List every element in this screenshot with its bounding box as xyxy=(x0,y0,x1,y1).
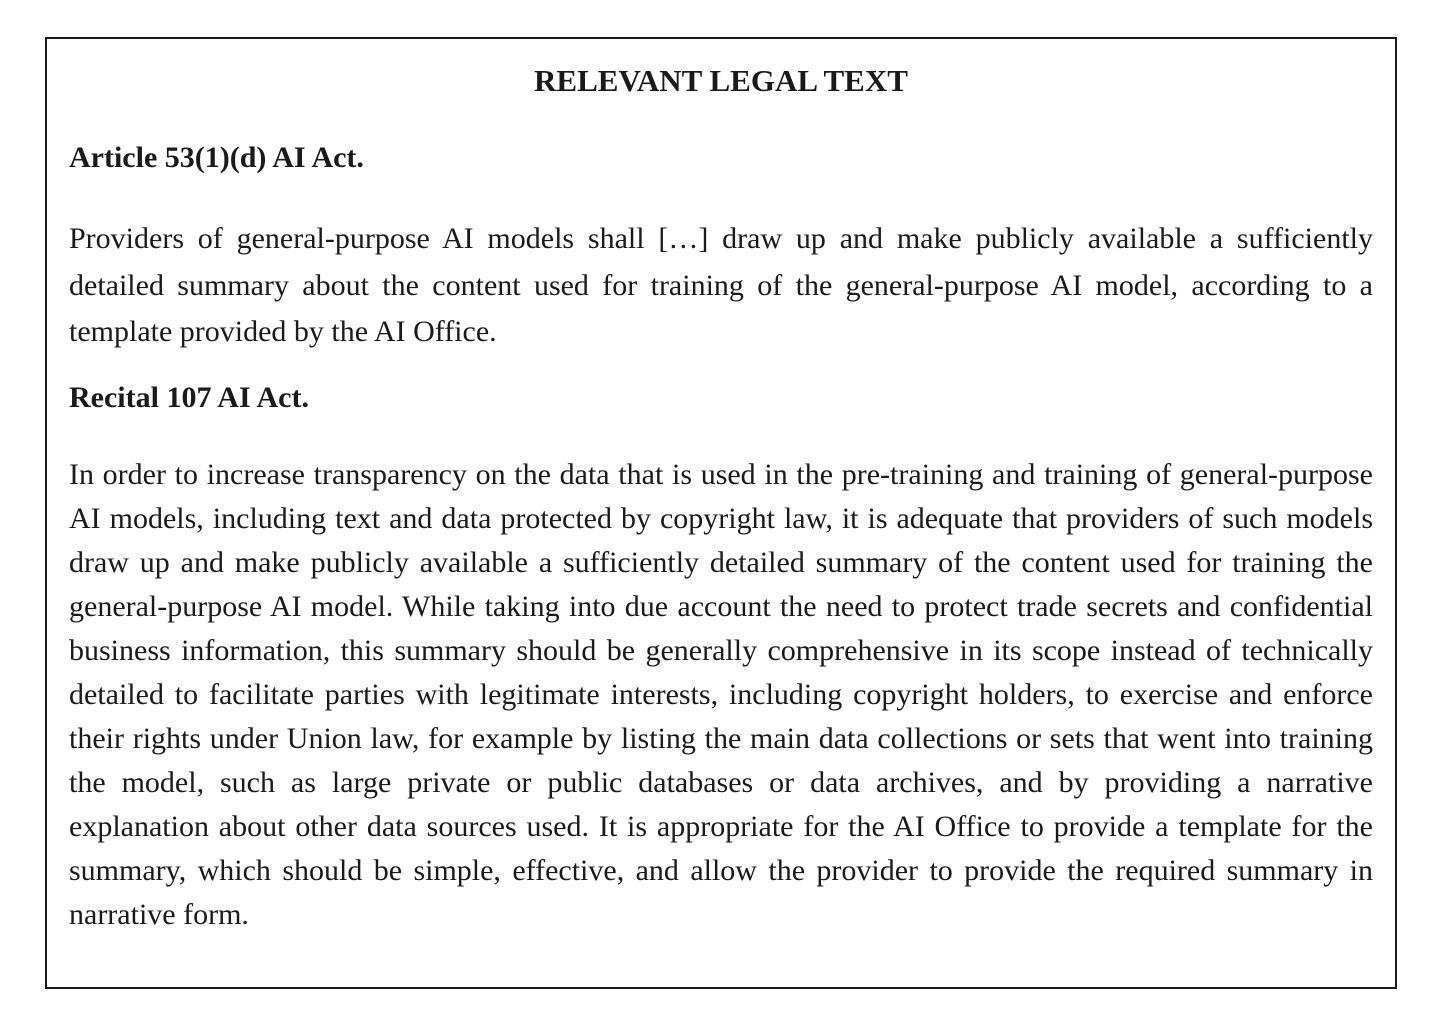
recital-107-title: Recital 107 AI Act. xyxy=(69,381,309,414)
recital-107-text: In order to increase transparency on the data that is used in the pre-training and training of general-purpose AI models, including text and data protected by copyright law, it is adequate that providers of such models draw up and make publicly available a sufficiently detailed summary of the content used for training the general-purpose AI model. While taking into due account the need to protect trade secrets and confidential business information, this summary should be generally comprehensive in its scope instead of technically detailed to facilitate parties with legitimate interests, including copyright holders, to exercise and enforce their rights under Union law, for example by listing the main data collections or sets that went into training the model, such as large private or public databases or data archives, and by providing a narrative explanation about other data sources used. It is appropriate for the AI Office to provide a template for the summary, which should be simple, effective, and allow the provider to provide the required summary in narrative form. xyxy=(69,458,1373,931)
legal-text-box xyxy=(45,37,1397,989)
box-heading: RELEVANT LEGAL TEXT xyxy=(534,63,908,98)
article-53-text: Providers of general-purpose AI models shall […] draw up and make publicly available a sufficiently detailed summary about the content used for training of the general-purpose AI model, according to a template provided by the AI Office. xyxy=(69,222,1373,348)
article-53-title: Article 53(1)(d) AI Act. xyxy=(69,141,364,174)
